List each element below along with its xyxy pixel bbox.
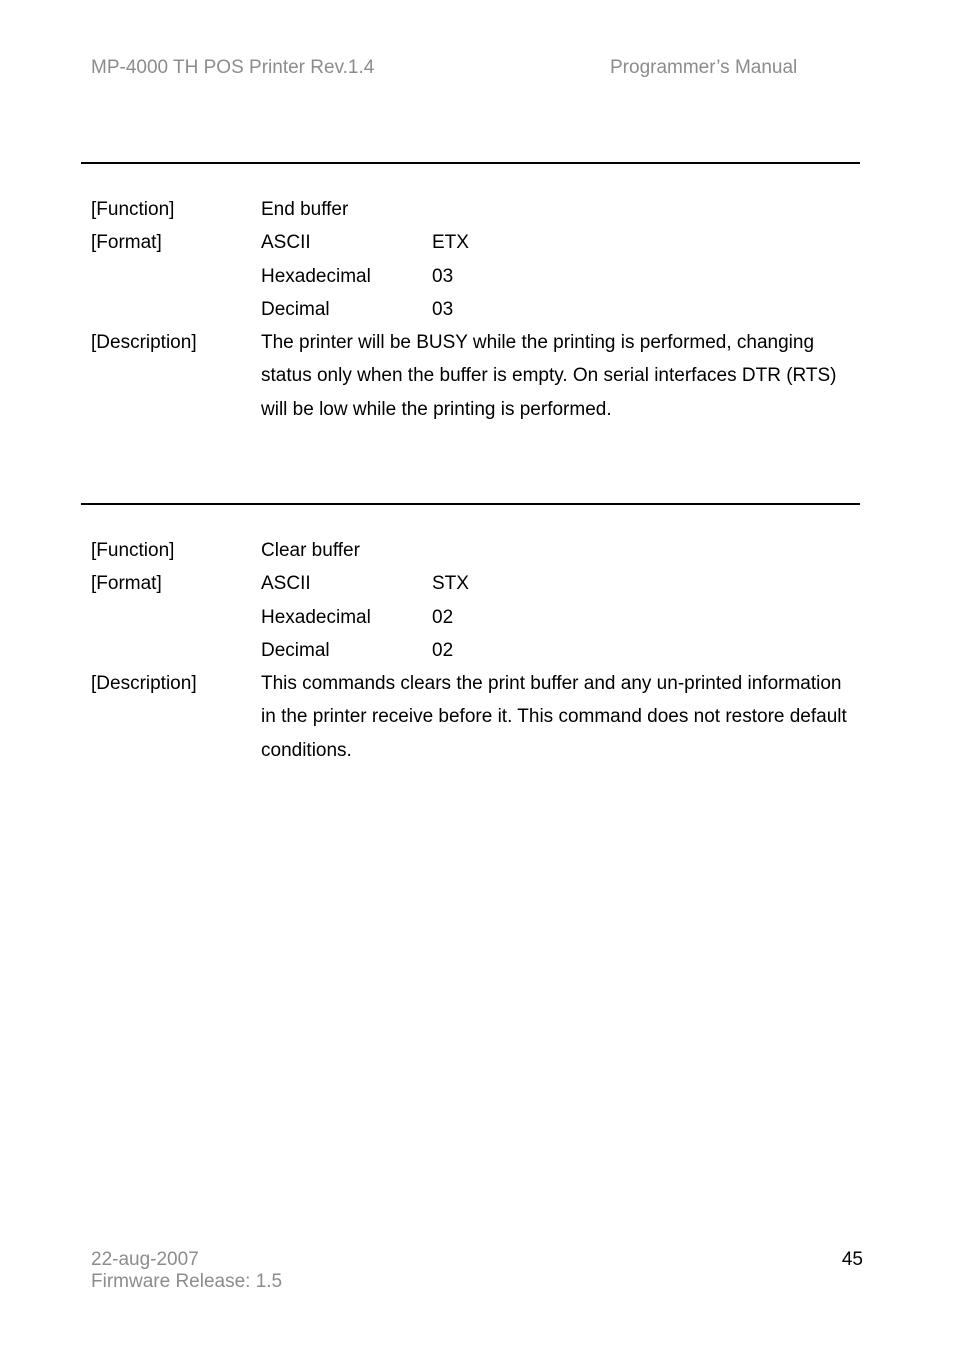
description-text: The printer will be BUSY while the printing is performed, changing status only when the buffer is empty. On serial interfaces DTR (RTS) will be low while the printing is performed. xyxy=(261,332,837,420)
format-type: ASCII xyxy=(261,573,311,595)
description-row xyxy=(91,326,861,426)
format-type: Decimal xyxy=(261,298,330,320)
format-value: 03 xyxy=(432,298,454,320)
section-divider xyxy=(81,162,860,164)
format-row-ascii xyxy=(91,226,861,259)
description-label: [Description] xyxy=(91,673,197,695)
manual-title: Programmer’s Manual xyxy=(610,57,798,78)
description-row xyxy=(91,667,861,767)
format-value: 03 xyxy=(432,265,454,287)
format-value: 02 xyxy=(432,639,454,661)
format-type: Decimal xyxy=(261,639,330,661)
format-type: Hexadecimal xyxy=(261,606,371,628)
format-value: 02 xyxy=(432,606,454,628)
function-value: Clear buffer xyxy=(261,540,360,561)
function-label: [Function] xyxy=(91,199,175,220)
description-label: [Description] xyxy=(91,332,197,354)
format-row-hexadecimal xyxy=(91,260,861,293)
page-number: 45 xyxy=(841,1249,863,1270)
format-value: ETX xyxy=(432,232,469,254)
footer-firmware: Firmware Release: 1.5 xyxy=(91,1271,283,1292)
description-text: This commands clears the print buffer and any un-printed information in the printer receive before it. This command does not restore default conditions. xyxy=(261,673,847,761)
document-title: MP-4000 TH POS Printer Rev.1.4 xyxy=(91,57,375,78)
function-row xyxy=(91,534,861,567)
format-row-decimal xyxy=(91,293,861,326)
format-type: ASCII xyxy=(261,232,311,254)
footer-date: 22-aug-2007 xyxy=(91,1249,199,1270)
section-divider xyxy=(81,503,860,505)
format-label: [Format] xyxy=(91,232,162,254)
function-label: [Function] xyxy=(91,540,175,561)
command-section-clear-buffer xyxy=(91,534,861,767)
format-type: Hexadecimal xyxy=(261,265,371,287)
command-section-end-buffer xyxy=(91,193,861,426)
function-row xyxy=(91,193,861,226)
format-row-hexadecimal xyxy=(91,601,861,634)
format-value: STX xyxy=(432,573,469,595)
format-label: [Format] xyxy=(91,573,162,595)
function-value: End buffer xyxy=(261,199,349,220)
format-row-ascii xyxy=(91,567,861,600)
format-row-decimal xyxy=(91,634,861,667)
